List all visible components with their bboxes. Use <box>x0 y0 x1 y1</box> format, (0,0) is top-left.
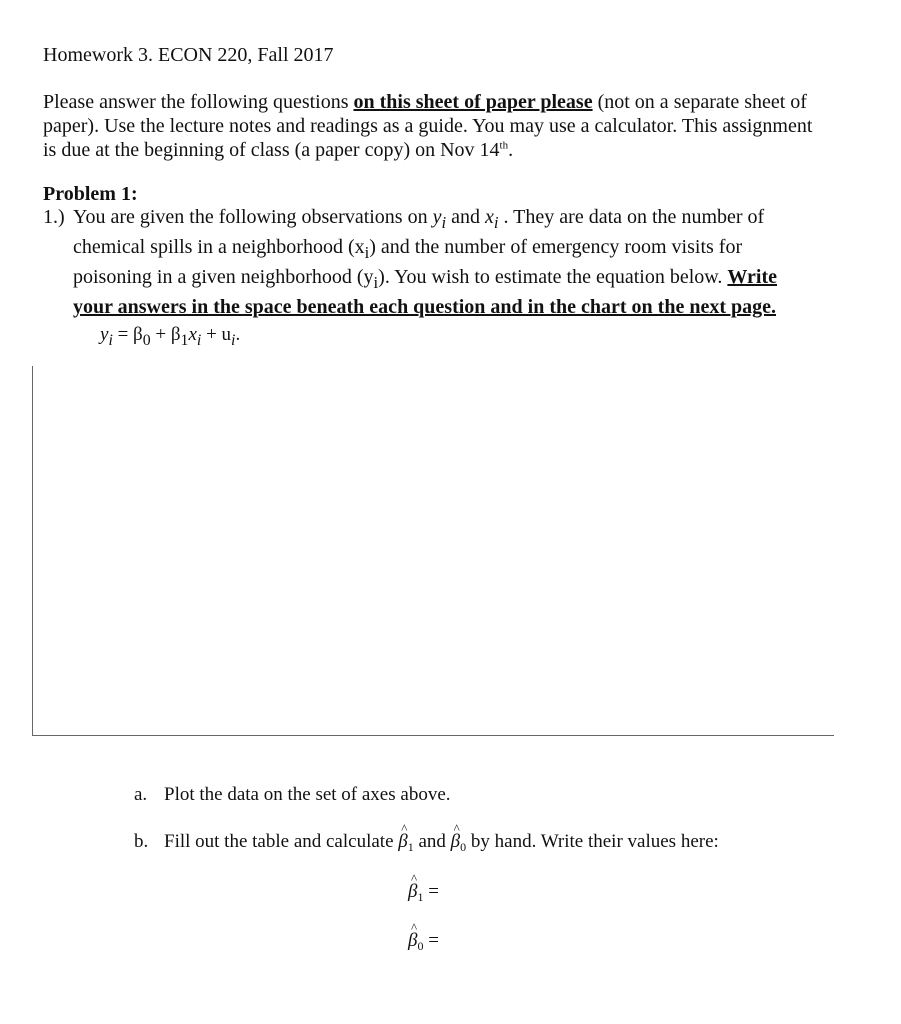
question-number: 1.) <box>43 206 65 228</box>
beta-subscript: 1 <box>417 890 424 904</box>
eq-subscript: i <box>196 331 202 349</box>
question-1 <box>43 205 843 319</box>
instructions-line-3 <box>43 138 843 162</box>
instructions-line-1 <box>43 90 843 114</box>
question-text: ). You wish to estimate the equation below. <box>378 266 728 288</box>
question-text: ) and the number of emergency room visits for <box>369 236 743 258</box>
instructions-line-2: paper). Use the lecture notes and readings as a guide. You may use a calculator. This assignment <box>43 115 813 137</box>
equals-sign: = <box>423 930 439 951</box>
var-y: y <box>432 206 442 228</box>
instructions-emphasis: on this sheet of paper please <box>353 91 593 113</box>
item-b-text: and <box>413 831 451 852</box>
eq-subscript: 0 <box>142 331 151 349</box>
item-b-text: Fill out the table and calculate <box>164 831 399 852</box>
question-text: You are given the following observations on <box>73 206 433 228</box>
item-b-marker: b. <box>134 831 149 852</box>
question-emphasis: Write <box>727 266 777 288</box>
subscript-i: i <box>373 273 379 292</box>
due-date-text: is due at the beginning of class (a paper copy) on Nov 14 <box>43 139 500 161</box>
beta-hat-1 <box>398 830 407 854</box>
beta-hat-0 <box>451 830 460 854</box>
eq-subscript: 1 <box>180 331 189 349</box>
x-axis <box>32 735 834 736</box>
beta-subscript: 0 <box>417 939 424 953</box>
question-1-line-4 <box>43 295 843 319</box>
beta-symbol: β <box>398 831 408 852</box>
item-b <box>134 830 719 859</box>
beta-1-answer <box>408 880 439 909</box>
item-a-marker: a. <box>134 784 148 805</box>
subscript-i: i <box>364 243 370 262</box>
eq-part: + β <box>150 324 181 345</box>
blank-plot-axes <box>32 366 834 736</box>
subscript-i: i <box>441 213 447 232</box>
question-1-line-2 <box>43 235 843 265</box>
beta-hat-1 <box>408 880 417 904</box>
beta-hat-0 <box>408 929 417 953</box>
eq-part: = β <box>112 324 143 345</box>
question-text: chemical spills in a neighborhood (x <box>73 236 365 258</box>
beta-subscript: 0 <box>460 840 467 854</box>
item-a-text: Plot the data on the set of axes above. <box>164 784 451 805</box>
eq-part: + u <box>201 324 232 345</box>
item-a <box>134 783 451 807</box>
beta-symbol: β <box>408 881 418 902</box>
y-axis <box>32 366 33 735</box>
subscript-i: i <box>493 213 499 232</box>
eq-part: . <box>235 324 241 345</box>
beta-subscript: 1 <box>407 840 414 854</box>
instructions-text: (not on a separate sheet of <box>592 91 807 113</box>
equals-sign: = <box>423 881 439 902</box>
question-text: and <box>446 206 486 228</box>
due-date-superscript: th <box>499 139 509 152</box>
instructions-paragraph <box>43 90 843 162</box>
question-emphasis: your answers in the space beneath each question and in the chart on the next page. <box>73 296 776 318</box>
instructions-text: Please answer the following questions <box>43 91 354 113</box>
question-1-line-3 <box>43 265 843 295</box>
eq-y: y <box>100 324 109 345</box>
problem-heading: Problem 1: <box>43 183 138 205</box>
eq-subscript: i <box>108 331 113 349</box>
beta-0-answer <box>408 929 439 958</box>
question-1-line-1 <box>43 205 843 235</box>
var-x: x <box>485 206 494 228</box>
question-text: poisoning in a given neighborhood (y <box>73 266 374 288</box>
beta-symbol: β <box>408 930 418 951</box>
regression-equation <box>100 323 240 353</box>
eq-x: x <box>188 324 197 345</box>
due-date-period: . <box>508 139 514 161</box>
question-text: . They are data on the number of <box>498 206 765 228</box>
item-b-text: by hand. Write their values here: <box>466 831 719 852</box>
eq-subscript: i <box>231 331 236 349</box>
page-title: Homework 3. ECON 220, Fall 2017 <box>43 44 334 66</box>
beta-symbol: β <box>450 831 461 852</box>
